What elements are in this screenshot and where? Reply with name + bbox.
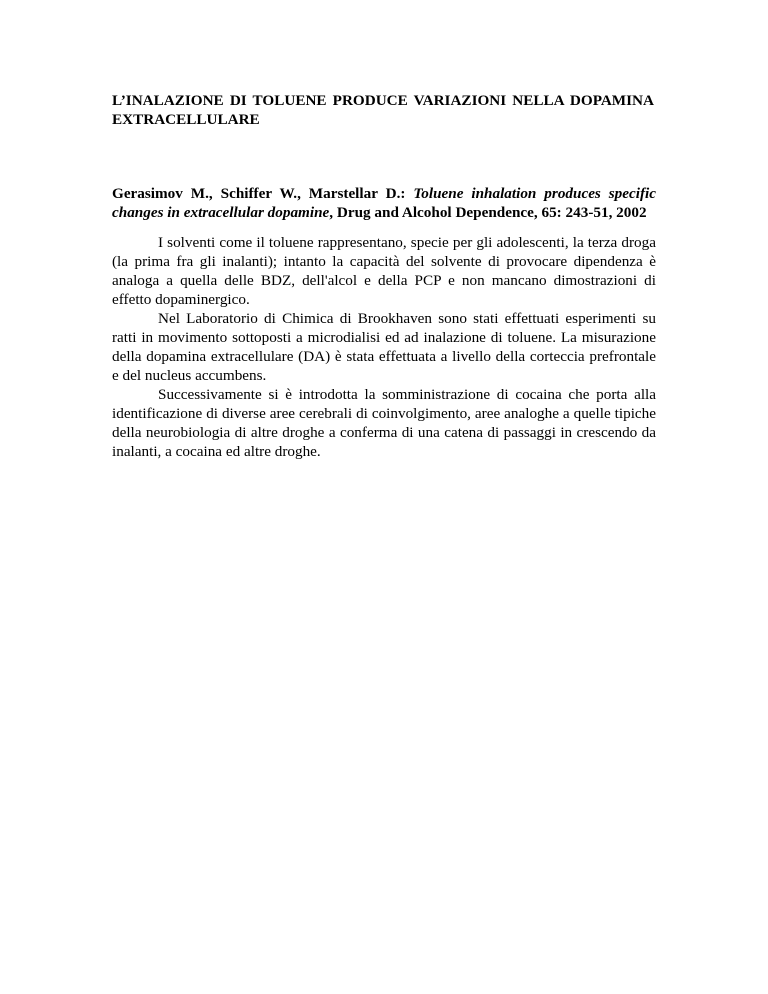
body-paragraph-1: I solventi come il toluene rappresentano, specie per gli adolescenti, la terza droga (la prima fra gli inalanti); intanto la capacità del solvente di provocare dipendenza è analoga a quella delle BDZ, dell'alcol e della PCP e non mancano dimostrazioni di effetto dopaminergico. <box>112 234 656 308</box>
citation-journal: , Drug and Alcohol Dependence, 65: 243-51, 2002 <box>329 204 647 221</box>
citation-authors: Gerasimov M., Schiffer W., Marstellar D.: <box>112 185 406 202</box>
body-paragraph-3: Successivamente si è introdotta la somministrazione di cocaina che porta alla identificazione di diverse aree cerebrali di coinvolgimento, aree analoghe a quelle tipiche della neurobiologia di altre droghe a conferma di una catena di passaggi in crescendo da inalanti, a cocaina ed altre droghe. <box>112 386 656 460</box>
article-body <box>112 233 656 461</box>
document-title: L’INALAZIONE DI TOLUENE PRODUCE VARIAZIONI NELLA DOPAMINA EXTRACELLULARE <box>112 92 654 128</box>
article-citation <box>112 184 656 222</box>
citation-article-title: Toluene inhalation produces specific changes in extracellular dopamine <box>112 185 656 221</box>
body-paragraph-2: Nel Laboratorio di Chimica di Brookhaven sono stati effettuati esperimenti su ratti in movimento sottoposti a microdialisi ed ad inalazione di toluene. La misurazione della dopamina extracellulare (DA) è stata effettuata a livello della corteccia prefrontale e del nucleus accumbens. <box>112 310 656 384</box>
